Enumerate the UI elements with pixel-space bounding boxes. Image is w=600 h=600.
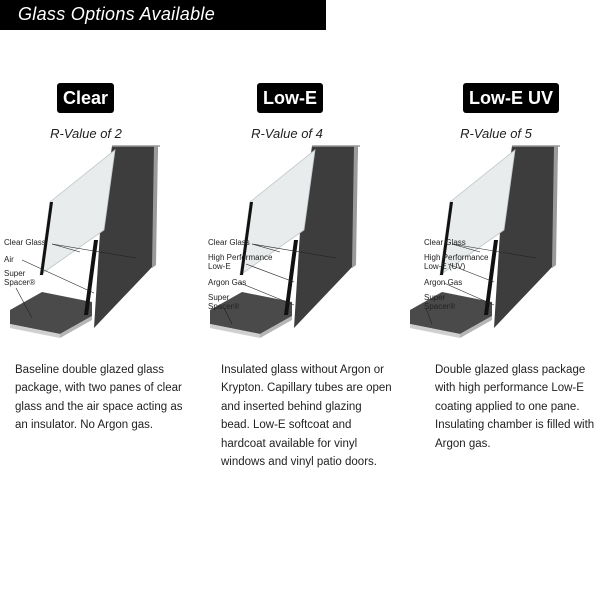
option-description: Insulated glass without Argon or Krypton. Capillary tubes are open and inserted behind glazing bead. Low-E softcoat and hardcoat available for vinyl windows and vinyl patio doors. <box>221 364 392 469</box>
page-title: Glass Options Available <box>18 4 215 24</box>
label-spacer: Spacer® <box>424 302 456 311</box>
r-value: R-Value of 2 <box>50 126 122 141</box>
label-super: Super <box>424 293 446 302</box>
option-title: Low-E UV <box>463 83 559 113</box>
label-air: Air <box>4 255 14 264</box>
label-clear-glass: Clear Glass <box>424 238 466 247</box>
option-low-e <box>200 80 400 600</box>
label-argon-gas: Argon Gas <box>208 278 247 287</box>
label-super: Super <box>4 269 26 278</box>
label-clear-glass: Clear Glass <box>4 238 46 247</box>
label-clear-glass: Clear Glass <box>208 238 250 247</box>
option-description: Double glazed glass package with high performance Low-E coating applied to one pane. Insulating chamber is filled with Argon gas. <box>435 364 595 450</box>
option-low-e-uv <box>400 80 600 600</box>
r-value: R-Value of 4 <box>251 126 323 141</box>
option-title: Clear <box>57 83 114 113</box>
label-low-e-uv: Low-E (UV) <box>424 262 466 271</box>
r-value: R-Value of 5 <box>460 126 532 141</box>
label-high-performance: High Performance <box>208 253 273 262</box>
option-clear <box>0 80 200 600</box>
option-title: Low-E <box>257 83 323 113</box>
label-argon-gas: Argon Gas <box>424 278 463 287</box>
glass-cross-section-diagram <box>400 140 600 340</box>
label-spacer: Spacer® <box>208 302 240 311</box>
glass-cross-section-diagram <box>0 140 200 340</box>
header-banner <box>0 0 326 30</box>
option-description: Baseline double glazed glass package, with two panes of clear glass and the air space acting as an insulator. No Argon gas. <box>15 364 183 432</box>
glass-cross-section-diagram <box>200 140 400 340</box>
label-super: Super <box>208 293 230 302</box>
label-spacer: Spacer® <box>4 278 36 287</box>
label-high-performance: High Performance <box>424 253 489 262</box>
label-low-e: Low-E <box>208 262 231 271</box>
